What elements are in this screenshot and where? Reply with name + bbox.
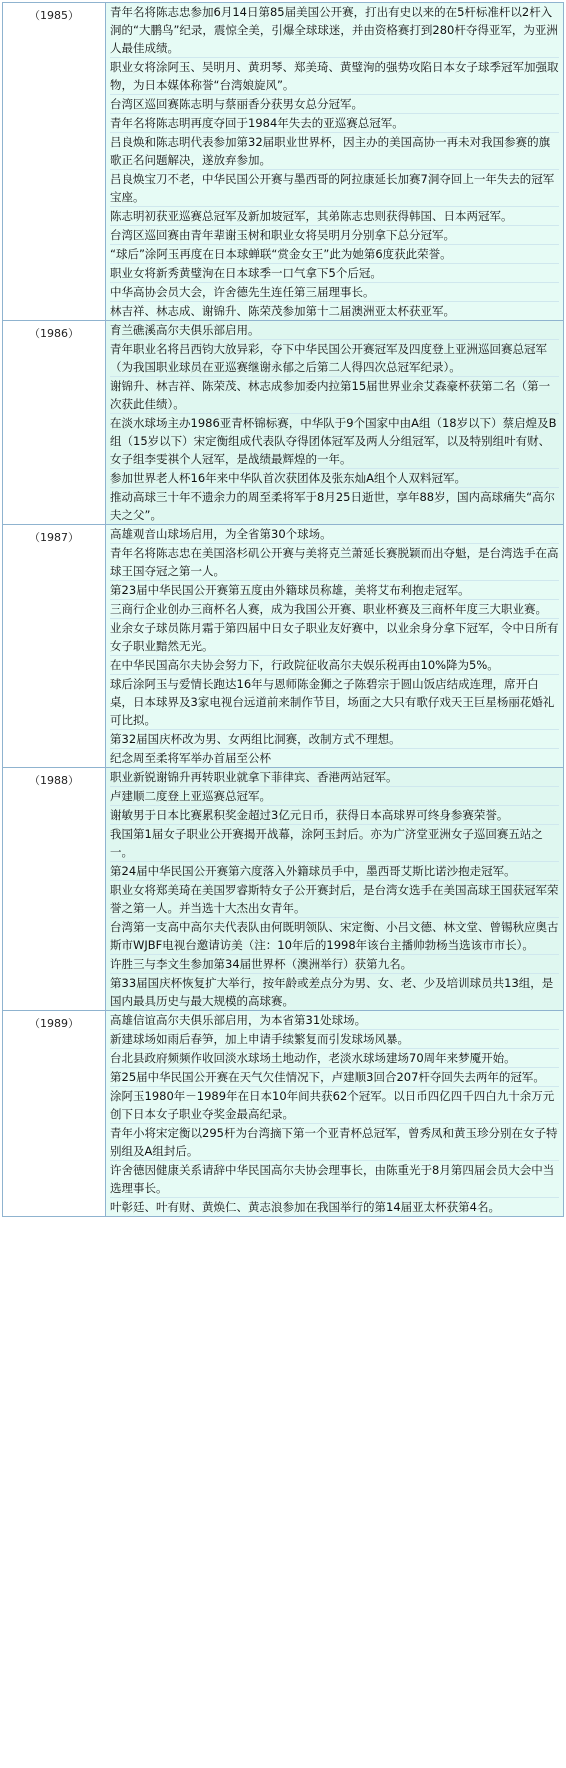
event-item: 谢敏男于日本比赛累积奖金超过3亿元日币，获得日本高球界可终身参赛荣誉。 — [110, 806, 559, 825]
event-item: 参加世界老人杯16年来中华队首次获团体及张东灿A组个人双料冠军。 — [110, 469, 559, 488]
events-cell — [106, 1011, 564, 1217]
events-cell — [106, 3, 564, 321]
event-item: 高雄信谊高尔夫俱乐部启用，为本省第31处球场。 — [110, 1011, 559, 1030]
timeline-table — [2, 2, 564, 1217]
year-row — [3, 525, 564, 768]
year-cell: （1989） — [3, 1011, 106, 1217]
event-item: 新建球场如雨后春笋，加上申请手续繁复而引发球场风暴。 — [110, 1030, 559, 1049]
event-item: 第24届中华民国公开赛第六度落入外籍球员手中，墨西哥艾斯比诺沙抱走冠军。 — [110, 862, 559, 881]
event-item: 许胜三与李文生参加第34届世界杯（澳洲举行）获第九名。 — [110, 955, 559, 974]
event-item: 职业女将新秀黄璧洵在日本球季一口气拿下5个后冠。 — [110, 264, 559, 283]
year-row — [3, 768, 564, 1011]
event-item: 台北县政府频频作收回淡水球场土地动作，老淡水球场建场70周年来梦魇开始。 — [110, 1049, 559, 1068]
event-item: 青年名将陈志忠在美国洛杉矶公开赛与美将克兰萧延长赛脱颖而出夺魁，是台湾选手在高球王国夺冠之第一人。 — [110, 544, 559, 581]
event-item: 职业女将郑美琦在美国罗睿斯特女子公开赛封后，是台湾女选手在美国高球王国获冠军荣誉之第一人。并当选十大杰出女青年。 — [110, 881, 559, 918]
event-item: 球后涂阿玉与爱情长跑达16年与恩师陈金狮之子陈碧宗于圆山饭店结成连理，席开白桌，日本球界及3家电视台远道前来制作节目，场面之大只有歌仔戏天王巨星杨丽花婚礼可比拟。 — [110, 675, 559, 730]
event-item: 职业新锐谢锦升再转职业就拿下菲律宾、香港两站冠军。 — [110, 768, 559, 787]
event-item: 第32届国庆杯改为男、女两组比洞赛，改制方式不理想。 — [110, 730, 559, 749]
year-cell: （1986） — [3, 321, 106, 525]
event-item: 叶彰廷、叶有财、黄焕仁、黄志浪参加在我国举行的第14届亚太杯获第4名。 — [110, 1200, 500, 1214]
event-item: 中华高协会员大会，许舍德先生连任第三届理事长。 — [110, 283, 559, 302]
event-item: 青年职业名将吕西钧大放异彩，夺下中华民国公开赛冠军及四度登上亚洲巡回赛总冠军（为我国职业球员在亚巡赛继谢永郁之后第二人得四次总冠军纪录）。 — [110, 340, 559, 377]
event-item: 三商行企业创办三商杯名人赛，成为我国公开赛、职业杯赛及三商杯年度三大职业赛。 — [110, 600, 559, 619]
event-item: 吕良焕和陈志明代表参加第32届职业世界杯，因主办的美国高协一再未对我国参赛的旗歌正名问题解决，遂放弃参加。 — [110, 133, 559, 170]
event-item: 在中华民国高尔夫协会努力下，行政院征收高尔夫娱乐税再由10%降为5%。 — [110, 656, 559, 675]
event-item: 第23届中华民国公开赛第五度由外籍球员称雄，美将艾布利抱走冠军。 — [110, 581, 559, 600]
events-cell — [106, 321, 564, 525]
event-item: 涂阿玉1980年－1989年在日本10年间共获62个冠军。以日币四亿四千四白九十余万元创下日本女子职业夺奖金最高纪录。 — [110, 1087, 559, 1124]
event-item: 第33届国庆杯恢复扩大举行，按年龄或差点分为男、女、老、少及培训球员共13组，是国内最具历史与最大规模的高球赛。 — [110, 976, 554, 1008]
year-cell: （1985） — [3, 3, 106, 321]
timeline-body — [3, 3, 564, 1217]
event-item: 第25届中华民国公开赛在天气欠佳情况下，卢建顺3回合207杆夺回失去两年的冠军。 — [110, 1068, 559, 1087]
event-item: 青年名将陈志忠参加6月14日第85届美国公开赛，打出有史以来的在5杆标准杆以2杆入洞的“大鹏鸟”纪录，震惊全美，引爆全球球迷，并由资格赛打到280杆夺得亚军，为亚洲人最佳成绩。 — [110, 3, 559, 58]
event-item: 台湾第一支高中高尔夫代表队由何既明领队、宋定衡、小吕文德、林文堂、曾锡秋应奥古斯市WJBF电视台邀请访美（注：10年后的1998年该台主播帅勃杨当选该市市长）。 — [110, 918, 559, 955]
year-row — [3, 3, 564, 321]
event-item: 卢建顺二度登上亚巡赛总冠军。 — [110, 787, 559, 806]
event-item: 台湾区巡回赛由青年辈谢玉树和职业女将吴明月分别拿下总分冠军。 — [110, 226, 559, 245]
event-item: 吕良焕宝刀不老，中华民国公开赛与墨西哥的阿拉康延长加赛7洞夺回上一年失去的冠军宝座。 — [110, 170, 559, 207]
events-cell — [106, 768, 564, 1011]
event-item: 台湾区巡回赛陈志明与蔡丽香分获男女总分冠军。 — [110, 95, 559, 114]
year-cell: （1987） — [3, 525, 106, 768]
event-item: 我国第1届女子职业公开赛揭开战幕，涂阿玉封后。亦为广济堂亚洲女子巡回赛五站之一。 — [110, 825, 559, 862]
event-item: 青年名将陈志明再度夺回于1984年失去的亚巡赛总冠军。 — [110, 114, 559, 133]
event-item: 青年小将宋定衡以295杆为台湾摘下第一个亚青杯总冠军，曾秀凤和黄玉珍分别在女子特别组及A组封后。 — [110, 1124, 559, 1161]
event-item: 林吉祥、林志成、谢锦升、陈荣茂参加第十二届澳洲亚太杯获亚军。 — [110, 304, 455, 318]
year-row — [3, 1011, 564, 1217]
event-item: 许舍德因健康关系请辞中华民国高尔夫协会理事长，由陈重光于8月第四届会员大会中当选理事长。 — [110, 1161, 559, 1198]
event-item: 谢锦升、林吉祥、陈荣茂、林志成参加委内拉第15届世界业余艾森豪杯获第二名（第一次获此佳绩）。 — [110, 377, 559, 414]
year-cell: （1988） — [3, 768, 106, 1011]
event-item: 育兰礁溪高尔夫俱乐部启用。 — [110, 321, 559, 340]
event-item: “球后”涂阿玉再度在日本球蝉联“赏金女王”此为她第6度获此荣誉。 — [110, 245, 559, 264]
event-item: 在淡水球场主办1986亚青杯锦标赛，中华队于9个国家中由A组（18岁以下）蔡启煌及B组（15岁以下）宋定衡组成代表队夺得团体冠军及两人分组冠军，以及特别组叶有财、女子组李雯祺个人冠军，是战绩最辉煌的一年。 — [110, 414, 559, 469]
event-item: 推动高球三十年不遗余力的周至柔将军于8月25日逝世，享年88岁，国内高球痛失“高尔夫之父”。 — [110, 490, 556, 522]
timeline-document — [2, 2, 564, 1217]
event-item: 业余女子球员陈月霜于第四届中日女子职业友好赛中，以业余身分拿下冠军，令中日所有女子职业黯然无光。 — [110, 619, 559, 656]
year-row — [3, 321, 564, 525]
event-item: 陈志明初获亚巡赛总冠军及新加坡冠军，其弟陈志忠则获得韩国、日本两冠军。 — [110, 207, 559, 226]
event-item: 高雄观音山球场启用，为全省第30个球场。 — [110, 525, 559, 544]
event-item: 纪念周至柔将军举办首届至公杯 — [110, 751, 271, 765]
event-item: 职业女将涂阿玉、吴明月、黄玥琴、郑美琦、黄璧洵的强势攻陷日本女子球季冠军加强取物，为日本媒体称誉“台湾娘旋风”。 — [110, 58, 559, 95]
events-cell — [106, 525, 564, 768]
